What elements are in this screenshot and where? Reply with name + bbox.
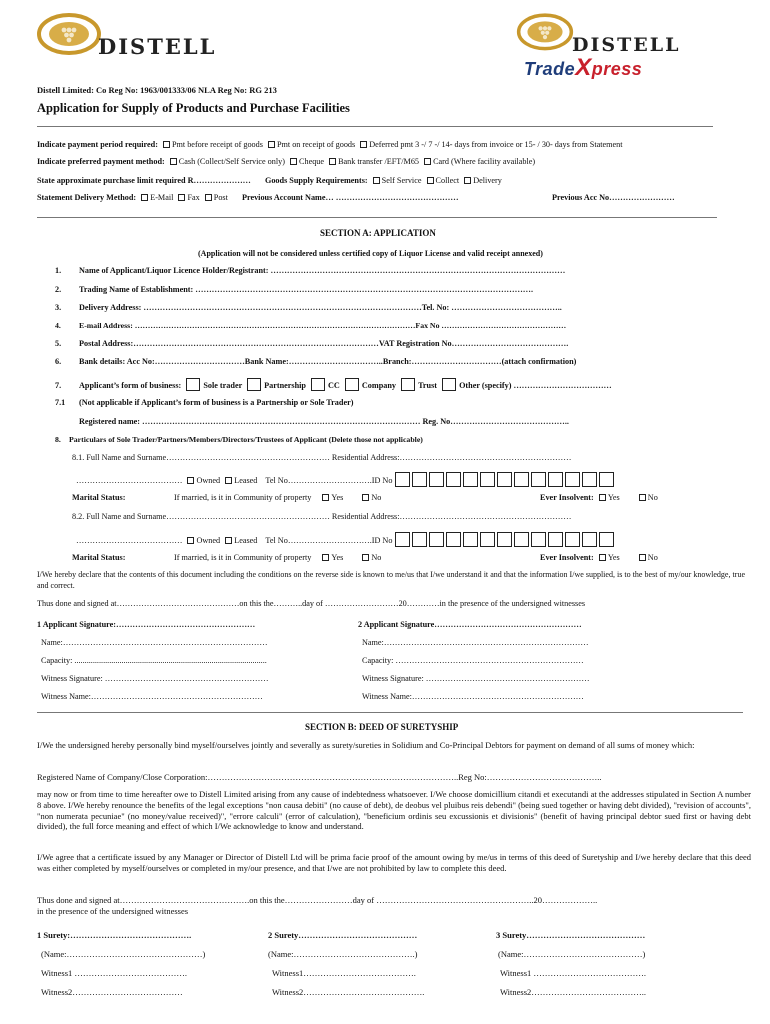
distell-tradexpress-logo	[516, 10, 716, 81]
section-a-item	[55, 266, 565, 275]
checkbox[interactable]	[311, 378, 325, 391]
thus-done-line[interactable]: Thus done and signed at………………………………………on this the………..day of ………………………20…………in the presence of the undersigned witnesses	[37, 599, 586, 608]
item-8	[55, 435, 423, 444]
surety-3-signature[interactable]: 3 Surety……………………………………	[496, 930, 646, 940]
checkbox[interactable]	[268, 141, 275, 148]
business-form-option: CC	[328, 381, 340, 390]
grape-emblem-icon	[36, 10, 102, 56]
goods-supply-option: Delivery	[473, 176, 502, 185]
id-number-boxes[interactable]	[395, 536, 616, 545]
checkbox[interactable]	[205, 194, 212, 201]
yes-label: Yes	[331, 553, 344, 562]
statement-delivery-label: Statement Delivery Method:	[37, 193, 137, 202]
marital-status-label: Marital Status:	[72, 493, 126, 502]
checkbox[interactable]	[187, 537, 194, 544]
applicant-2-name[interactable]: Name:…………………………………………………………………	[362, 638, 589, 647]
item-7-1	[55, 398, 353, 407]
checkbox[interactable]	[247, 378, 261, 391]
section-a-item	[55, 285, 533, 294]
applicant-2-capacity[interactable]: Capacity: ……………………………………………………………	[362, 656, 584, 665]
no-label: No	[647, 493, 658, 502]
marital-status-label: Marital Status:	[72, 553, 126, 562]
surety-2-witness-1[interactable]: Witness1………………………………….	[272, 968, 416, 978]
distell-logo-left	[34, 10, 254, 58]
company-registration-line: Distell Limited: Co Reg No: 1963/001333/06 NLA Reg No: RG 213	[37, 85, 277, 95]
tel-field[interactable]: Tel No………………………….	[265, 536, 372, 545]
item-number: 7.	[55, 381, 62, 390]
payment-period-option: Pmt before receipt of goods	[171, 140, 263, 149]
surety-3-witness-1[interactable]: Witness1 ………………………………….	[500, 968, 647, 978]
checkbox[interactable]	[141, 194, 148, 201]
payment-method-option: Cash (Collect/Self Service only)	[178, 157, 285, 166]
person-full-name-field[interactable]: 8.1. Full Name and Surname…………………………………………………… Residential Address:………………………………………………………	[72, 453, 572, 462]
suretyship-para-2: may now or from time to time hereafter owe to Distell Limited arising from any cause of indebtedness whatsoever. I/We choose domicillium citandi et executandi at the addresses stipulated in Section A number 8 above. I/We hereby renounce the benefits of the legal exceptions "non causa debiti" (no cause of debt), de deobus vel pluibus reis debendi" (being sued together or having debt divided), "revision of accounts", "non numerata pecuniae" (no money/value received)", "errore calculi" (error of calculation), "beneficium ordinis seu excussionis et divisionis" (benefit of having principal debtor sued first or having debt divided), the full force meaning and effect of which I/We acknowledge to know and understand.	[37, 789, 751, 832]
purchase-limit-field[interactable]: State approximate purchase limit required R…………………	[37, 176, 251, 185]
applicant-2-witness-name[interactable]: Witness Name:………………………………………………………	[362, 692, 584, 701]
leased-label: Leased	[234, 476, 258, 485]
checkbox[interactable]	[322, 494, 329, 501]
applicant-name-field[interactable]: Name of Applicant/Liquor Licence Holder/Registrant: ………………………………………………………………………………………………	[79, 266, 566, 275]
surety-3-name[interactable]: (Name:……………………………………)	[498, 949, 646, 959]
payment-period-label: Indicate payment period required:	[37, 140, 158, 149]
checkbox[interactable]	[322, 554, 329, 561]
payment-method-row	[37, 157, 535, 166]
person-contact-row	[76, 532, 616, 547]
grape-emblem-icon	[516, 10, 574, 52]
yes-label: Yes	[607, 493, 620, 502]
goods-supply-label: Goods Supply Requirements:	[264, 176, 368, 185]
yes-label: Yes	[331, 493, 344, 502]
checkbox[interactable]	[442, 378, 456, 391]
no-label: No	[371, 493, 382, 502]
item-number: 4.	[55, 321, 61, 330]
bank-details-field[interactable]: Bank details: Acc No:……………………………Bank Name:……………………………..Branch:……………………………(attach confirmation)	[79, 357, 577, 366]
checkbox[interactable]	[639, 494, 646, 501]
postal-address-field[interactable]: Postal Address:………………………………………………………………………………VAT Registration No…………………………………….	[79, 339, 569, 348]
business-form-option: Company	[361, 381, 397, 390]
id-label: ID No	[371, 476, 393, 485]
item-number: 8.	[55, 435, 61, 444]
divider	[37, 217, 717, 218]
checkbox[interactable]	[427, 177, 434, 184]
section-a-item	[55, 321, 566, 330]
marital-status-row	[72, 553, 381, 562]
tel-field[interactable]: Tel No………………………….	[265, 476, 372, 485]
leased-label: Leased	[234, 536, 258, 545]
yes-label: Yes	[607, 553, 620, 562]
checkbox[interactable]	[225, 537, 232, 544]
applicant-1-signature[interactable]: 1 Applicant Signature:……………………………………………	[37, 620, 256, 629]
checkbox[interactable]	[599, 494, 606, 501]
page-title: Application for Supply of Products and Purchase Facilities	[37, 101, 350, 115]
payment-period-option: Deferred pmt 3 -/ 7 -/ 14- days from invoice or 15- / 30- days from Statement	[369, 140, 623, 149]
checkbox[interactable]	[329, 158, 336, 165]
previous-acc-no-field[interactable]: Previous Acc No……………………	[552, 193, 675, 202]
section-a-note: (Application will not be considered unless certified copy of Liquor License and valid receipt annexed)	[198, 249, 543, 258]
divider	[37, 126, 713, 127]
surety-1-witness-1[interactable]: Witness1 ………………………………….	[41, 968, 188, 978]
surety-2-name[interactable]: (Name:…………………………………….)	[268, 949, 418, 959]
item-number: 6.	[55, 357, 62, 366]
business-form-option: Trust	[418, 381, 438, 390]
item-number: 2.	[55, 285, 62, 294]
registered-name-field[interactable]: Registered name: ………………………………………………………………………………………… Reg. No……………………………………..	[79, 417, 569, 426]
surety-1-witness-2[interactable]: Witness2…………………………………	[41, 987, 183, 997]
checkbox[interactable]	[178, 194, 185, 201]
marital-status-row	[72, 493, 381, 502]
checkbox[interactable]	[163, 141, 170, 148]
surety-presence-line: in the presence of the undersigned witnesses	[37, 906, 189, 916]
business-form-row	[55, 378, 612, 391]
logo-left-wordmark: DISTELL	[98, 34, 217, 59]
person-dots: …………………………………	[76, 536, 183, 545]
surety-2-witness-2[interactable]: Witness2…………………………………….	[272, 987, 425, 997]
insolvent-row	[540, 493, 658, 502]
checkbox[interactable]	[170, 158, 177, 165]
item-number: 7.1	[55, 398, 66, 407]
applicant-2-witness-signature[interactable]: Witness Signature: ……………………………………………………	[362, 674, 590, 683]
goods-supply-option: Collect	[435, 176, 460, 185]
statement-delivery-option: Post	[213, 193, 228, 202]
section-b-heading: SECTION B: DEED OF SURETYSHIP	[305, 722, 459, 732]
statement-delivery-option: Fax	[187, 193, 200, 202]
id-label: ID No	[371, 536, 393, 545]
surety-3-witness-2[interactable]: Witness2…………………………………..	[500, 987, 647, 997]
payment-period-option: Pmt on receipt of goods	[276, 140, 356, 149]
insolvent-label: Ever Insolvent:	[540, 493, 594, 502]
suretyship-para-1: I/We the undersigned hereby personally bind myself/ourselves jointly and severally as surety/sureties in Solidium and Co-Principal Debtors for payment on demand of all sums of money which:	[37, 740, 695, 750]
statement-delivery-row	[37, 193, 459, 202]
section-a-item	[55, 357, 576, 366]
no-label: No	[647, 553, 658, 562]
logo-right-wordmark: DISTELL	[572, 34, 681, 56]
applicant-1-capacity[interactable]: Capacity: ..............................................................................................	[41, 656, 267, 665]
person-contact-row	[76, 472, 616, 487]
section-a-item	[55, 339, 568, 348]
business-form-option[interactable]: Other (specify) ………………………………	[459, 381, 612, 390]
declaration-text: I/We hereby declare that the contents of this document including the conditions on the reverse side is known to me/us that I/we understand it and that the information I/we supplied, is to the best of my/our knowledge, true and correct.	[37, 570, 745, 590]
checkbox[interactable]	[401, 378, 415, 391]
surety-thus-done-line[interactable]: Thus done and signed at……………………………………….on this the……………………day of ………………………………………………..20………………..	[37, 895, 598, 905]
id-number-boxes[interactable]	[395, 476, 616, 485]
checkbox[interactable]	[373, 177, 380, 184]
checkbox[interactable]	[345, 378, 359, 391]
business-form-option: Sole trader	[203, 381, 243, 390]
tradexpress-x: X	[575, 54, 592, 81]
item-number: 3.	[55, 303, 62, 312]
business-form-option: Partnership	[264, 381, 306, 390]
payment-method-option: Bank transfer /EFT/M65	[338, 157, 420, 166]
insolvent-label: Ever Insolvent:	[540, 553, 594, 562]
item-8-text: Particulars of Sole Trader/Partners/Members/Directors/Trustees of Applicant (Delete those not applicable)	[69, 435, 423, 444]
item-number: 1.	[55, 266, 62, 275]
tradexpress-trade: Trade	[524, 59, 576, 79]
trading-name-field[interactable]: Trading Name of Establishment: …………………………………………………………………………………………………………….	[79, 285, 534, 294]
payment-method-label: Indicate preferred payment method:	[37, 157, 165, 166]
person-full-name-field[interactable]: 8.2. Full Name and Surname…………………………………………………… Residential Address:………………………………………………………	[72, 512, 572, 521]
checkbox[interactable]	[599, 554, 606, 561]
suretyship-para-3: I/We agree that a certificate issued by any Manager or Director of Distell Ltd will be prima facie proof of the amount owing by me/us in terms of this deed of Suretyship and I/we hereby declare that this deed was either completed by myself/ourselves or completed in my/our presence, and that I/we are not prohibited by law to complete this deed.	[37, 852, 751, 873]
person-dots: …………………………………	[76, 476, 183, 485]
applicant-1-name[interactable]: Name:…………………………………………………………………	[41, 638, 268, 647]
owned-label: Owned	[196, 536, 221, 545]
no-label: No	[371, 553, 382, 562]
checkbox[interactable]	[362, 554, 369, 561]
purchase-limit-row	[37, 176, 502, 185]
item-7-1-text: (Not applicable if Applicant’s form of business is a Partnership or Sole Trader)	[79, 398, 354, 407]
applicant-2-signature[interactable]: 2 Applicant Signature………………………………………………	[358, 620, 582, 629]
applicant-1-witness-name[interactable]: Witness Name:………………………………………………………	[41, 692, 263, 701]
checkbox[interactable]	[225, 477, 232, 484]
checkbox[interactable]	[290, 158, 297, 165]
delivery-address-field[interactable]: Delivery Address: …………………………………………………………………………………………Tel. No: …………………………………..	[79, 303, 562, 312]
previous-account-field[interactable]: Previous Account Name… ………………………………………	[241, 193, 459, 202]
owned-label: Owned	[196, 476, 221, 485]
applicant-1-witness-signature[interactable]: Witness Signature: ……………………………………………………	[41, 674, 269, 683]
surety-1-name[interactable]: (Name:…………………………………………)	[41, 949, 206, 959]
divider	[37, 712, 743, 713]
payment-period-row	[37, 140, 623, 149]
checkbox[interactable]	[464, 177, 471, 184]
registered-company-field[interactable]: Registered Name of Company/Close Corporation:……………………………………………………………………………..Reg No:…………………………………..	[37, 772, 602, 782]
tradexpress-press: press	[591, 59, 643, 79]
checkbox[interactable]	[187, 477, 194, 484]
business-form-label: Applicant’s form of business:	[79, 381, 182, 390]
section-a-heading: SECTION A: APPLICATION	[320, 228, 436, 238]
email-address-field[interactable]: E-mail Address: ………………………………………………………………………………………………Fax No …………………………………………	[79, 321, 567, 330]
community-label: If married, is it in Community of property	[174, 553, 312, 562]
item-number: 5.	[55, 339, 62, 348]
checkbox[interactable]	[360, 141, 367, 148]
statement-delivery-option: E-Mail	[150, 193, 174, 202]
checkbox[interactable]	[362, 494, 369, 501]
surety-1-signature[interactable]: 1 Surety:…………………………………….	[37, 930, 192, 940]
section-a-item	[55, 303, 562, 312]
insolvent-row	[540, 553, 658, 562]
goods-supply-option: Self Service	[381, 176, 422, 185]
checkbox[interactable]	[424, 158, 431, 165]
checkbox[interactable]	[639, 554, 646, 561]
checkbox[interactable]	[186, 378, 200, 391]
community-label: If married, is it in Community of property	[174, 493, 312, 502]
tradexpress-wordmark	[524, 54, 642, 82]
payment-method-option: Cheque	[299, 157, 325, 166]
payment-method-option: Card (Where facility available)	[433, 157, 536, 166]
surety-2-signature[interactable]: 2 Surety……………………………………	[268, 930, 418, 940]
